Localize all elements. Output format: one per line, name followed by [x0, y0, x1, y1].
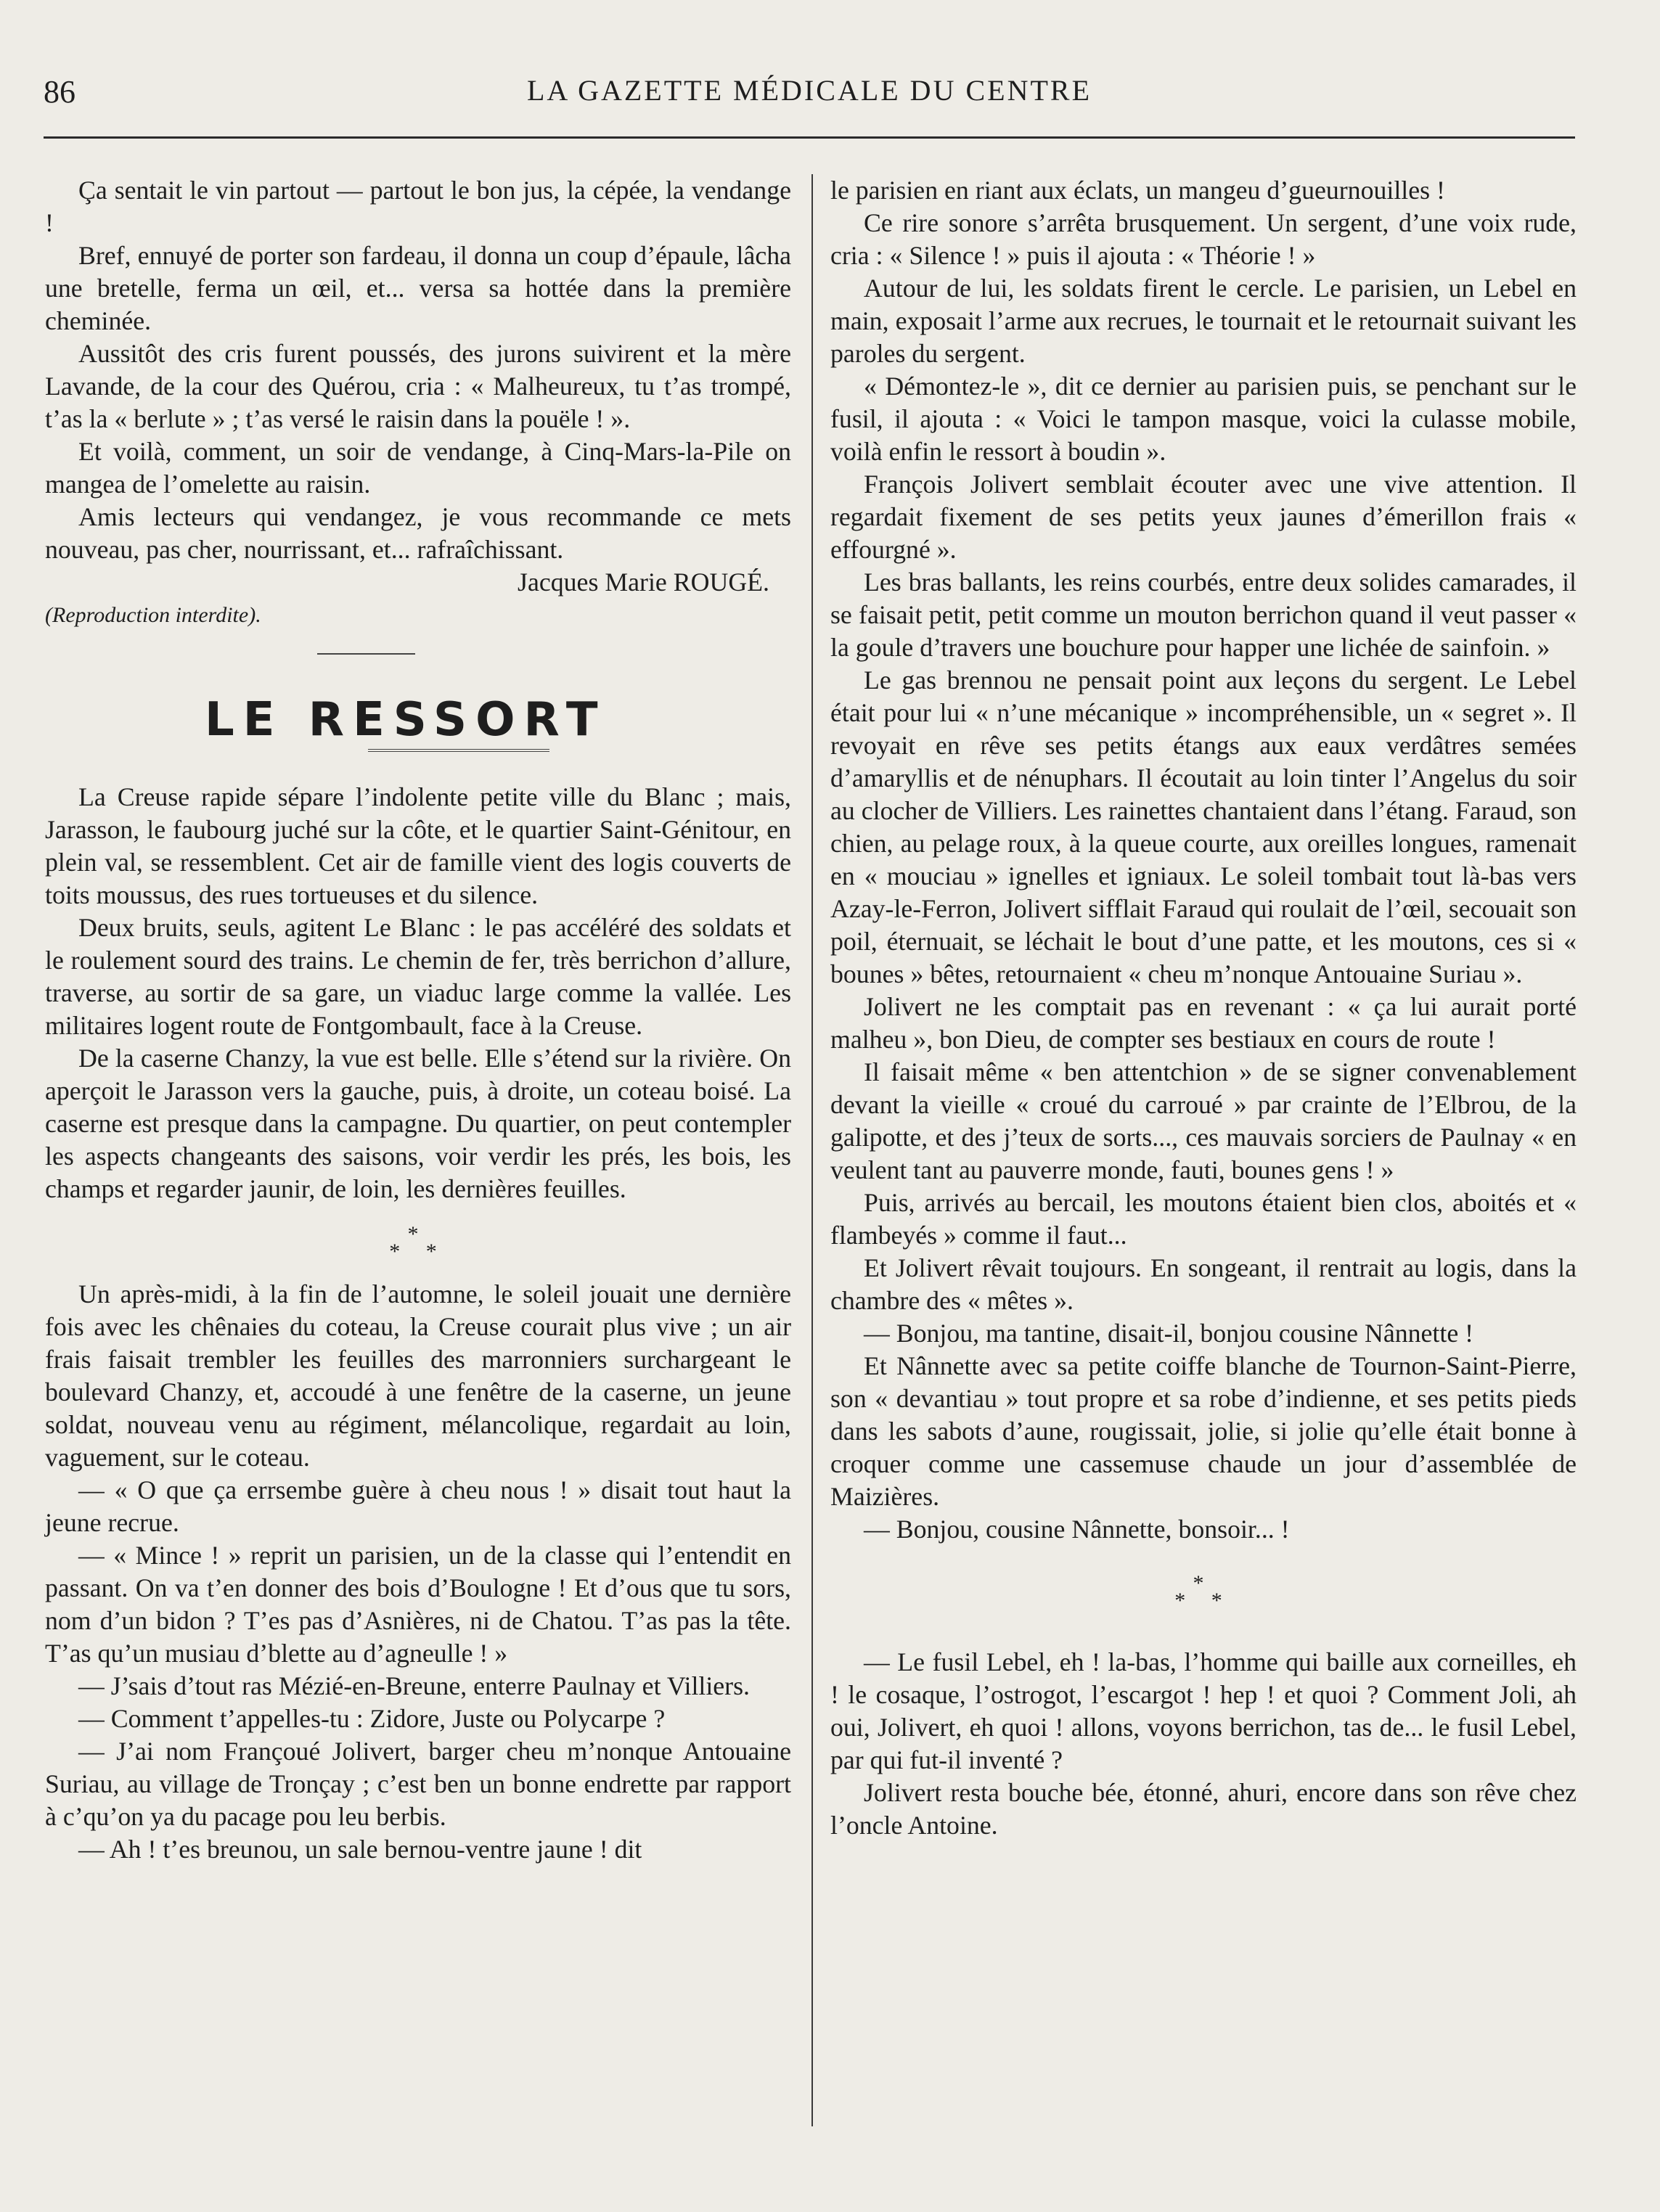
paragraph: Autour de lui, les soldats firent le cercle. Le parisien, un Lebel en main, exposait l’arme aux recrues, le tournait et le retournait suivant les paroles du sergent. [830, 274, 1577, 368]
paragraph: De la caserne Chanzy, la vue est belle. Elle s’étend sur la rivière. On aperçoit le Jarasson vers la gauche, puis, à droite, un coteau boisé. La caserne est presque dans la campagne. Du quartier, on peut contempler les aspects changeants des saisons, voir verdir les prés, les bois, les champs et regarder jaunir, de loin, les dernières feuilles. [45, 1044, 791, 1203]
page-number: 86 [44, 74, 75, 110]
column-divider [811, 174, 813, 2126]
paragraph: François Jolivert semblait écouter avec une vive attention. Il regardait fixement de ses petits yeux jaunes d’émerillon frais « effourgné ». [830, 470, 1577, 564]
paragraph: — « O que ça errsembe guère à cheu nous ! » disait tout haut la jeune recrue. [45, 1475, 791, 1537]
section-separator [830, 1571, 1577, 1613]
paragraph: La Creuse rapide sépare l’indolente petite ville du Blanc ; mais, Jarasson, le faubourg juché sur la côte, et le quartier Saint-Génitour, en plein val, se ressemblent. Cet air de famille vient des logis couverts de toits moussus, des rues tortueuses et du silence. [45, 782, 791, 909]
title-underline [368, 749, 549, 752]
article-title: LE RESSORT [205, 693, 607, 747]
paragraph: Ça sentait le vin partout — partout le bon jus, la cépée, la vendange ! [45, 176, 791, 237]
reproduction-note: (Reproduction interdite). [45, 603, 261, 627]
paragraph: Et voilà, comment, un soir de vendange, à Cinq-Mars-la-Pile on mangea de l’omelette au raisin. [45, 437, 791, 499]
paragraph: — J’ai nom Françoué Jolivert, barger cheu m’nonque Antouaine Suriau, au village de Tronçay ; c’est ben un bonne endrette par rapport à c’qu’on ya du pacage pou leu berbis. [45, 1737, 791, 1831]
left-column [45, 174, 791, 1866]
paragraph: Et Nânnette avec sa petite coiffe blanche de Tournon-Saint-Pierre, son « devantiau » tout propre et sa robe d’indienne, et ses petits pieds dans les sabots d’aune, rougissait, jolie, si jolie qu’elle était bonne à croquer comme une cassemuse chaude un jour d’assemblée de Maizières. [830, 1351, 1577, 1511]
paragraph: Ce rire sonore s’arrêta brusquement. Un sergent, d’une voix rude, cria : « Silence ! » puis il ajouta : « Théorie ! » [830, 208, 1577, 270]
paragraph: — Bonjou, cousine Nânnette, bonsoir... ! [864, 1515, 1290, 1544]
paragraph: « Démontez-le », dit ce dernier au parisien puis, se penchant sur le fusil, il ajouta : « Voici le tampon masque, voici la culasse mobile, voilà enfin le ressort à boudin ». [830, 372, 1577, 466]
paragraph: Jolivert ne les comptait pas en revenant : « ça lui aurait porté malheu », bon Dieu, de compter ses bestiaux en cours de route ! [830, 992, 1577, 1054]
paragraph: Le gas brennou ne pensait point aux leçons du sergent. Le Lebel était pour lui « n’une mécanique » incompréhensible, un « segret ». Il revoyait en rêve ses petits étangs aux eaux verdâtres semées d’amaryllis et de nénuphars. Il écoutait au loin tinter l’Angelus du soir au clocher de Villiers. Les rainettes chantaient dans l’étang. Faraud, son chien, au pelage roux, à la queue courte, aux oreilles longues, ramenait en « mouciau » ignelles et igniaux. Le soleil tombait tout là-bas vers Azay-le-Ferron, Jolivert sifflait Faraud qui roulait de l’œil, secouait son poil, éternuait, se léchait le bout d’une patte, et les moutons, ces si « bounes » bêtes, retournaient « cheu m’nonque Antouaine Suriau ». [830, 665, 1577, 988]
paragraph: Les bras ballants, les reins courbés, entre deux solides camarades, il se faisait petit, petit comme un mouton berrichon quand il veut passer « la goule d’travers une bouchure pour happer une lichée de sainfoin. » [830, 568, 1577, 662]
separator-bottom: * * [389, 1240, 447, 1263]
paragraph: — Bonjou, ma tantine, disait-il, bonjou cousine Nânnette ! [864, 1319, 1474, 1348]
paragraph: Deux bruits, seuls, agitent Le Blanc : le pas accéléré des soldats et le roulement sourd des trains. Le chemin de fer, très berrichon d’allure, traverse, au sortir de sa gare, un viaduc large comme la vallée. Les militaires logent route de Fontgombault, face à la Creuse. [45, 913, 791, 1040]
right-column [830, 174, 1577, 1842]
separator-bottom: * * [1174, 1589, 1232, 1613]
paragraph: Puis, arrivés au bercail, les moutons étaient bien clos, aboités et « flambeyés » comme il faut... [830, 1188, 1577, 1250]
page-header [44, 69, 1575, 112]
separator-top: * [1193, 1571, 1214, 1595]
paragraph: — Comment t’appelles-tu : Zidore, Juste ou Polycarpe ? [78, 1704, 666, 1733]
paragraph: — « Mince ! » reprit un parisien, un de la classe qui l’entendit en passant. On va t’en donner des bois d’Boulogne ! Et d’ous que tu sors, nom d’un bidon ? T’es pas d’Asnières, ni de Chatou. T’as pas la tête. T’as qu’un musiau d’blette au d’agneulle ! » [45, 1541, 791, 1668]
journal-title: LA GAZETTE MÉDICALE DU CENTRE [526, 74, 1092, 107]
paragraph: — J’sais d’tout ras Mézié-en-Breune, enterre Paulnay et Villiers. [78, 1671, 750, 1700]
paragraph: — Ah ! t’es breunou, un sale bernou-ventre jaune ! dit [78, 1835, 642, 1864]
header-rule [44, 136, 1575, 139]
separator-top: * [407, 1222, 429, 1246]
section-separator [45, 1222, 791, 1263]
paragraph: — Le fusil Lebel, eh ! la-bas, l’homme qui baille aux corneilles, eh ! le cosaque, l’ostrogot, l’escargot ! hep ! et quoi ? Comment Joli, ah oui, Jolivert, eh quoi ! allons, voyons berrichon, tas de... le fusil Lebel, par qui fut-il inventé ? [830, 1647, 1577, 1774]
paragraph: Bref, ennuyé de porter son fardeau, il donna un coup d’épaule, lâcha une bretelle, ferma un œil, et... versa sa hottée dans la première cheminée. [45, 241, 791, 335]
author-signature: Jacques Marie ROUGÉ. [518, 568, 769, 597]
paragraph: Jolivert resta bouche bée, étonné, ahuri, encore dans son rêve chez l’oncle Antoine. [830, 1778, 1577, 1840]
paragraph: Un après-midi, à la fin de l’automne, le soleil jouait une dernière fois avec les chênaies du coteau, la Creuse courait plus vive ; un air frais faisait trembler les feuilles des marronniers surchargeant le boulevard Chanzy, et, accoudé à une fenêtre de la caserne, un jeune soldat, nouveau venu au régiment, mélancolique, regardait au loin, vaguement, sur le coteau. [45, 1279, 791, 1472]
paragraph: Amis lecteurs qui vendangez, je vous recommande ce mets nouveau, pas cher, nourrissant, et... rafraîchissant. [45, 502, 791, 564]
paragraph: le parisien en riant aux éclats, un mangeu d’gueurnouilles ! [830, 176, 1445, 205]
paragraph: Et Jolivert rêvait toujours. En songeant, il rentrait au logis, dans la chambre des « mêtes ». [830, 1253, 1577, 1315]
paragraph: Aussitôt des cris furent poussés, des jurons suivirent et la mère Lavande, de la cour des Quérou, cria : « Malheureux, tu t’as trompé, t’as la « berlute » ; t’as versé le raisin dans la pouële ! ». [45, 339, 791, 433]
paragraph: Il faisait même « ben attentchion » de se signer convenablement devant la vieille « croué du carroué » par crainte de l’Elbrou, de la galipotte, et des j’teux de sorts..., ces mauvais sorciers de Paulnay « en veulent tant au pauverre monde, fauti, bounes gens ! » [830, 1057, 1577, 1184]
section-rule [317, 653, 415, 655]
